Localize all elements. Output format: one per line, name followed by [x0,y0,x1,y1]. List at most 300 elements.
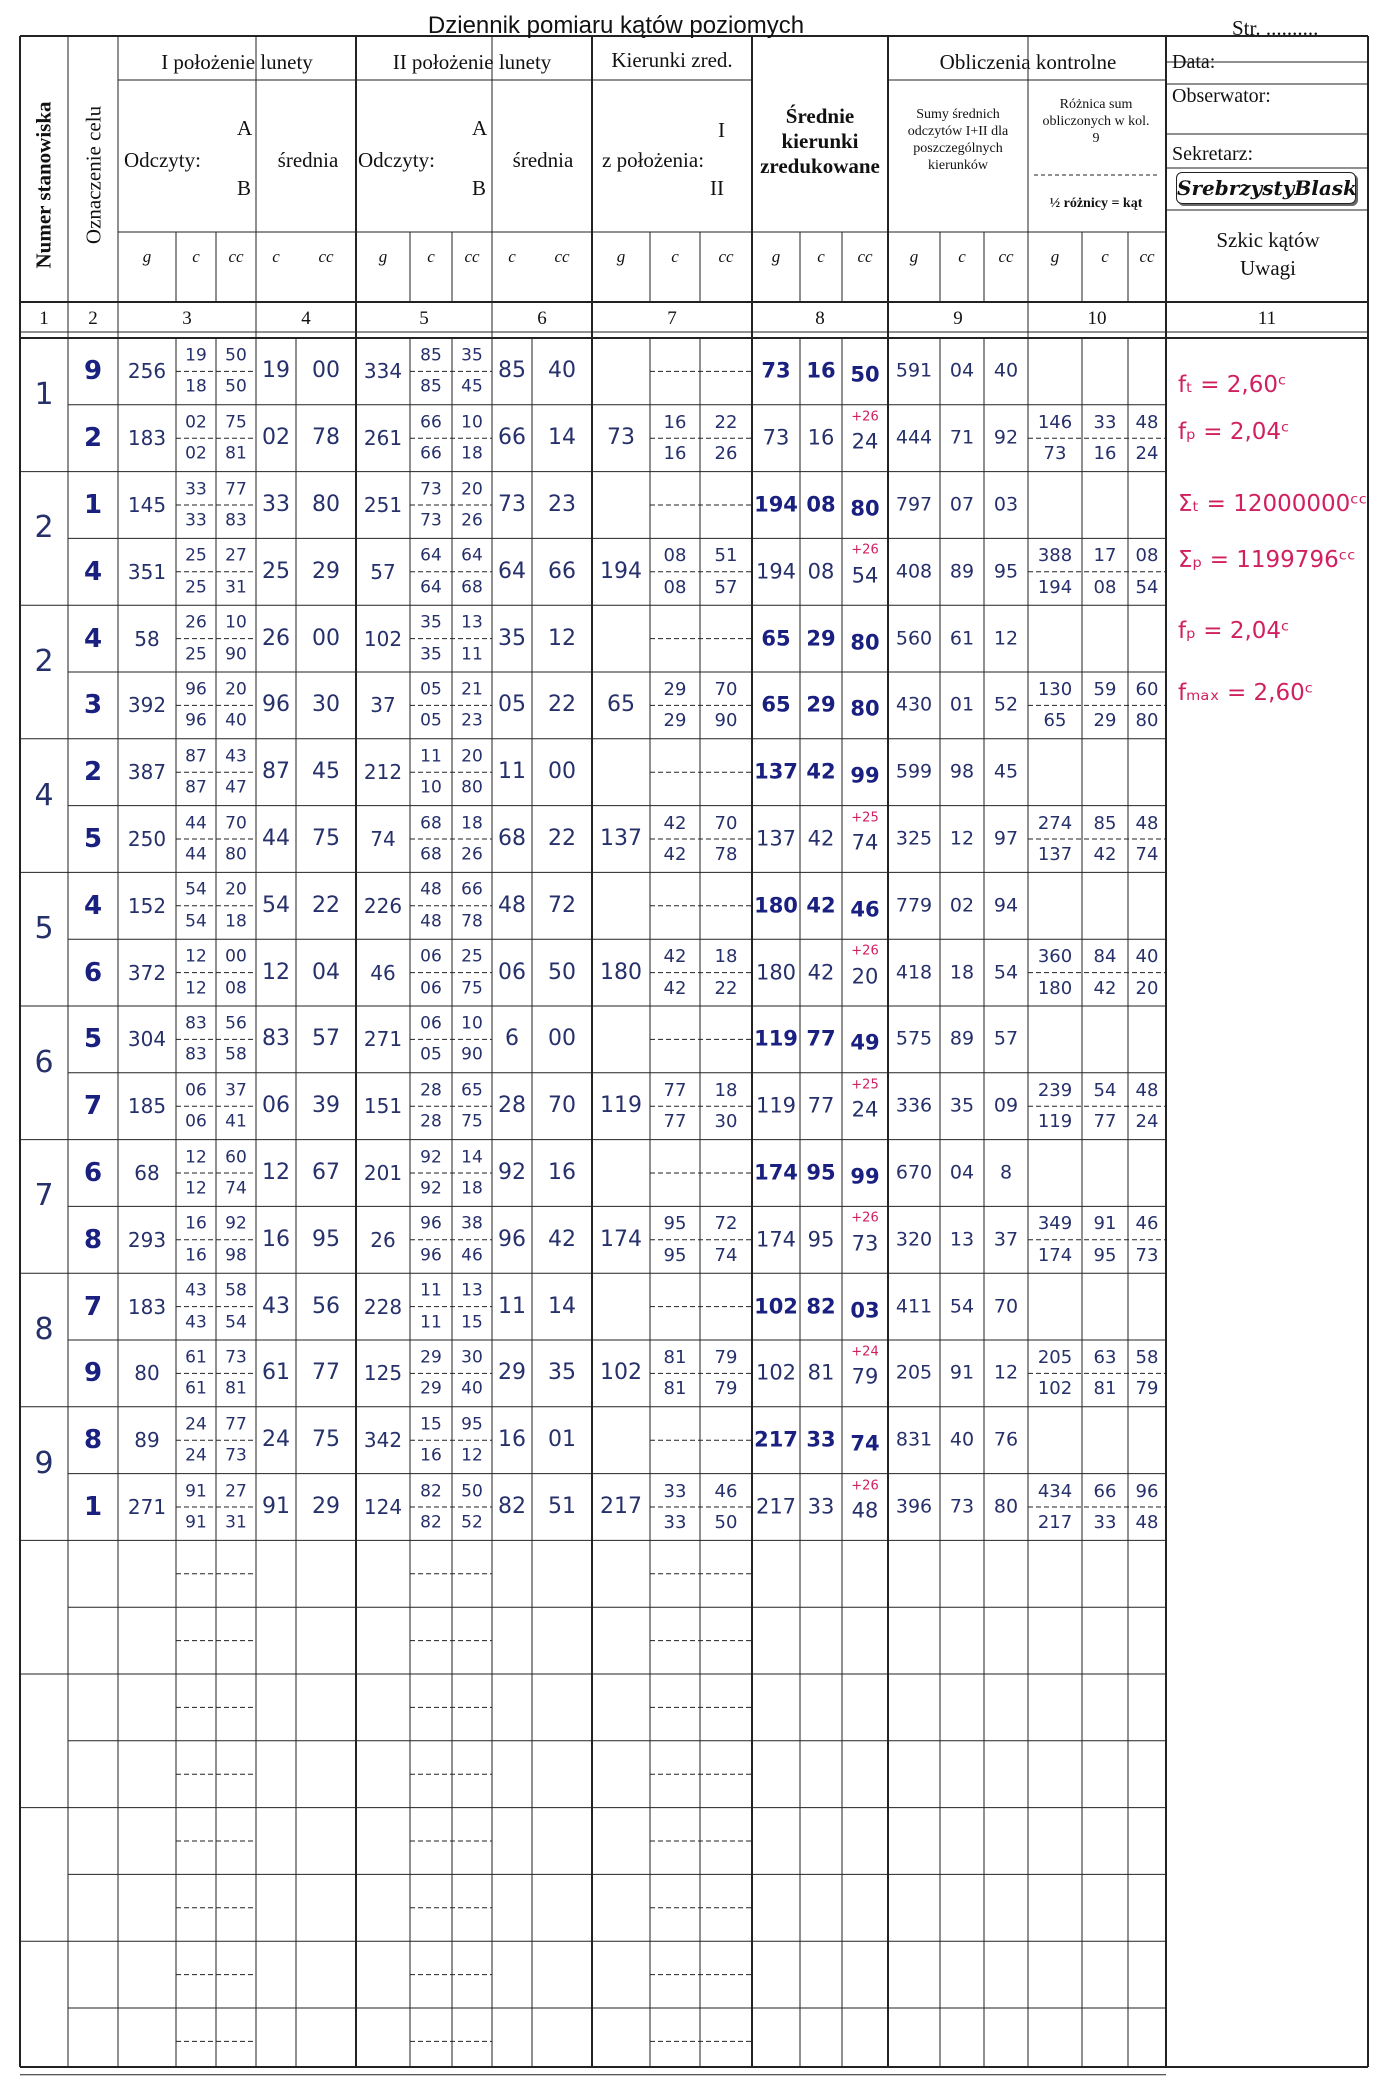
row-18-mean-direction-grad: 217 [755,1494,797,1519]
circle-b-label-1: B [237,176,252,200]
row-18-reading2-b-cc: 52 [461,1512,483,1533]
remark-note-3: Σₜ = 12000000ᶜᶜ [1178,491,1368,517]
row-16-mean1-cc: 77 [312,1360,340,1386]
row-8-mean-direction-grad: 137 [755,826,797,851]
row-1-reading2-b-cc: 45 [461,376,483,397]
row-9-mean-direction-cc: 46 [850,897,880,922]
row-9-reading1-a-c: 54 [185,879,207,900]
row-9-reading1-grad: 152 [127,893,167,918]
row-10-diff-grad: 360 [1037,946,1073,968]
row-11-mean2-c: 6 [505,1026,519,1052]
row-6-diff-cc: 60 [1135,679,1159,701]
row-11-sum-cc: 57 [993,1027,1019,1050]
row-13-reading2-b-cc: 18 [461,1178,483,1199]
row-12-reading1-b-cc: 41 [225,1111,247,1132]
row-4-diff-cc: 08 [1135,545,1159,567]
row-6-mean-direction-grad: 65 [761,692,791,717]
row-2-mean-direction-c: 16 [807,425,835,450]
row-16-reading1-b-cc: 81 [225,1378,247,1399]
row-12-reduced-ii-cc: 30 [714,1111,738,1133]
row-4-angle-c: 08 [1093,576,1117,598]
row-8-reading2-b-c: 68 [420,844,442,865]
row-2-reading2-b-c: 66 [420,443,442,464]
row-2-reading1-a-c: 02 [185,412,207,433]
row-14-mean1-c: 16 [262,1226,290,1252]
row-16-sum-cc: 12 [993,1361,1019,1384]
row-16-diff-grad: 205 [1037,1347,1073,1369]
row-8-diff-cc: 48 [1135,812,1159,834]
row-1-mean-direction-cc: 50 [850,362,880,387]
row-14-reading1-b-cc: 98 [225,1245,247,1266]
row-4-reduced-i-cc: 51 [714,545,738,567]
row-16-sum-grad: 205 [895,1361,933,1384]
row-2-target: 2 [83,423,103,454]
row-2-reading2-a-cc: 10 [461,412,483,433]
row-4-mean1-c: 25 [262,558,290,584]
row-10-reading1-b-cc: 08 [225,978,247,999]
row-10-diff-c: 84 [1093,946,1117,968]
row-6-angle-grad: 65 [1043,710,1067,732]
row-3-reading1-a-cc: 77 [225,479,247,500]
row-8-angle-c: 42 [1093,844,1117,866]
row-6-reading1-b-c: 96 [185,710,207,731]
row-7-mean-direction-grad: 137 [754,759,798,784]
row-10-sum-c: 18 [949,961,975,984]
row-14-mean2-cc: 42 [548,1226,576,1252]
row-14-reading1-a-c: 16 [185,1213,207,1234]
row-3-reading1-b-c: 33 [185,510,207,531]
row-3-mean2-c: 73 [498,492,526,517]
row-13-target: 6 [83,1158,103,1188]
row-10-mean1-c: 12 [262,959,290,985]
unit-label-col4-c: c [272,247,280,266]
readings-label-1: Odczyty: [124,148,201,172]
row-16-mean-direction-grad: 102 [755,1360,797,1385]
recorder-stamp: SrebrzystyBlask [1176,172,1356,204]
column-number-7: 7 [667,308,677,329]
row-18-reading2-a-c: 82 [420,1481,442,1502]
station-number-3: 2 [34,643,54,679]
row-6-reading2-a-cc: 21 [461,679,483,700]
row-6-reading2-b-cc: 23 [461,710,483,731]
mean-label-1: średnia [277,148,339,172]
row-18-reduced-grad: 217 [600,1494,642,1519]
unit-label-col4-cc: cc [318,247,334,266]
row-1-mean-direction-grad: 73 [761,358,791,383]
row-7-mean1-cc: 45 [312,759,340,785]
row-18-mean-direction-c: 33 [807,1494,835,1519]
row-15-mean1-c: 43 [262,1293,290,1319]
unit-label-col10-cc: cc [1139,247,1155,266]
row-4-reduced-i-c: 08 [663,545,687,567]
row-1-mean1-c: 19 [262,358,290,384]
remark-note-6: fₘₐₓ = 2,60ᶜ [1178,680,1314,706]
row-3-reading1-a-c: 33 [185,479,207,500]
row-14-reading2-b-cc: 46 [461,1245,483,1266]
row-10-reduced-i-c: 42 [663,946,687,968]
row-5-reading1-b-c: 25 [185,644,207,665]
sketch-label: Szkic kątów [1216,228,1320,252]
row-3-mean1-c: 33 [262,492,290,517]
row-3-mean-direction-cc: 80 [850,496,880,521]
row-3-reading2-b-cc: 26 [461,510,483,531]
row-16-reduced-ii-cc: 79 [714,1378,738,1400]
row-5-mean1-c: 26 [262,625,290,651]
row-10-mean-direction-c: 42 [807,960,835,985]
row-8-reduced-ii-cc: 78 [714,844,738,866]
row-18-reduced-ii-cc: 50 [714,1512,738,1534]
row-12-angle-cc: 24 [1135,1111,1159,1133]
row-7-reading1-a-cc: 43 [225,746,247,767]
row-11-reading2-a-cc: 10 [461,1013,483,1034]
row-10-correction: +26 [851,943,879,959]
row-6-reduced-ii-c: 29 [663,710,687,732]
row-14-diff-c: 91 [1093,1213,1117,1235]
row-12-angle-grad: 119 [1037,1111,1073,1133]
row-3-mean-direction-grad: 194 [754,492,798,517]
row-3-reading2-a-cc: 20 [461,479,483,500]
row-15-reading1-b-cc: 54 [225,1312,247,1333]
position-two-label: II [710,176,724,200]
row-8-angle-cc: 74 [1135,844,1159,866]
mean-label-2: średnia [512,148,574,172]
row-13-reading1-a-c: 12 [185,1147,207,1168]
row-5-sum-grad: 560 [895,627,933,650]
row-12-mean2-cc: 70 [548,1093,576,1119]
row-10-angle-cc: 20 [1135,977,1159,999]
row-14-reduced-grad: 174 [600,1226,642,1252]
row-18-sum-grad: 396 [895,1495,933,1518]
row-14-sum-c: 13 [949,1228,975,1251]
row-10-mean-direction-grad: 180 [755,960,797,985]
row-3-reading1-grad: 145 [127,493,167,517]
row-17-mean1-cc: 75 [312,1427,340,1453]
header-position-one: I położenie lunety [161,50,313,74]
row-4-correction: +26 [851,542,879,558]
row-13-reading1-b-c: 12 [185,1178,207,1199]
row-17-reading1-a-cc: 77 [225,1414,247,1435]
page-title: Dziennik pomiaru kątów poziomych [427,12,805,39]
row-2-diff-cc: 48 [1135,411,1159,433]
row-2-reading2-grad: 261 [363,426,403,451]
row-9-mean2-cc: 72 [548,892,576,918]
row-4-diff-c: 17 [1093,545,1117,567]
readings-label-2: Odczyty: [358,148,435,172]
row-14-reading1-grad: 293 [127,1227,167,1252]
row-9-reading2-a-c: 48 [420,879,442,900]
row-18-reading1-a-c: 91 [185,1481,207,1502]
row-9-reading1-b-cc: 18 [225,911,247,932]
row-1-target: 9 [83,356,103,387]
row-18-mean-direction-cc: 48 [851,1498,879,1523]
row-6-sum-cc: 52 [993,693,1019,716]
row-1-mean2-cc: 40 [548,358,576,384]
row-4-mean2-cc: 66 [548,558,576,584]
row-15-reading2-b-c: 11 [420,1312,442,1333]
row-4-sum-cc: 95 [993,560,1019,583]
row-13-mean-direction-cc: 99 [850,1164,880,1189]
row-12-reduced-ii-c: 77 [663,1111,687,1133]
row-14-reduced-i-cc: 72 [714,1213,738,1235]
row-18-mean1-cc: 29 [312,1494,340,1519]
row-10-reduced-grad: 180 [600,959,642,985]
row-6-reduced-ii-cc: 90 [714,710,738,732]
row-12-angle-c: 77 [1093,1111,1117,1133]
row-2-mean1-c: 02 [262,425,290,451]
row-9-sum-cc: 94 [993,894,1019,917]
observer-label: Obserwator: [1172,85,1271,107]
unit-label-col7-g: g [616,247,626,266]
station-number-9: 9 [34,1445,54,1481]
row-17-mean1-c: 24 [262,1427,290,1453]
row-6-reading2-a-c: 05 [420,679,442,700]
column-number-6: 6 [537,308,547,329]
row-5-reading2-b-cc: 11 [461,644,483,665]
row-4-angle-cc: 54 [1135,576,1159,598]
row-12-reading2-grad: 151 [363,1094,403,1119]
row-16-reading2-b-c: 29 [420,1378,442,1399]
row-18-correction: +26 [851,1478,879,1494]
row-12-reading2-a-cc: 65 [461,1080,483,1101]
column-number-3: 3 [182,308,192,329]
column-header-station: Numer stanowiska [31,101,56,269]
row-11-target: 5 [83,1024,103,1055]
row-11-reading2-b-cc: 90 [461,1044,483,1065]
row-8-correction: +25 [851,810,879,826]
row-4-reading2-b-cc: 68 [461,577,483,598]
row-15-reading2-a-cc: 13 [461,1280,483,1301]
remark-note-1: fₜ = 2,60ᶜ [1178,372,1287,398]
row-1-sum-c: 04 [949,359,975,382]
row-11-reading1-b-c: 83 [185,1044,207,1065]
row-15-mean2-cc: 14 [548,1293,576,1319]
row-7-sum-c: 98 [949,760,975,783]
row-3-sum-c: 07 [949,493,975,516]
row-4-reduced-ii-cc: 57 [714,576,738,598]
row-9-sum-c: 02 [949,894,975,917]
row-15-reading1-b-c: 43 [185,1312,207,1333]
row-12-reduced-i-c: 77 [663,1079,687,1101]
row-10-target: 6 [83,957,103,988]
header-sums-of-means: Sumy średnich odczytów I+II dla poszczególnych kierunków [907,107,1009,173]
row-4-reduced-ii-c: 08 [663,576,687,598]
row-5-mean-direction-cc: 80 [850,630,880,655]
circle-a-label-2: A [472,116,488,140]
unit-label-col5-g: g [378,247,388,266]
row-9-reading2-grad: 226 [363,893,403,918]
row-2-mean-direction-cc: 24 [851,429,879,454]
row-14-angle-grad: 174 [1037,1244,1073,1266]
row-12-reading2-b-c: 28 [420,1111,442,1132]
row-12-mean-direction-grad: 119 [755,1093,797,1118]
row-8-sum-grad: 325 [895,827,933,850]
row-5-sum-cc: 12 [993,627,1019,650]
row-14-mean-direction-cc: 73 [851,1231,879,1256]
row-10-mean2-c: 06 [498,959,526,985]
row-15-target: 7 [83,1291,103,1322]
circle-a-label-1: A [237,116,253,140]
row-18-mean2-cc: 51 [548,1494,576,1519]
row-16-target: 9 [83,1358,103,1389]
page-number-label: Str. .......... [1232,16,1319,40]
row-15-mean-direction-grad: 102 [754,1294,798,1319]
row-4-reading1-b-cc: 31 [225,577,247,598]
row-8-mean1-c: 44 [262,826,290,851]
row-2-reading1-b-cc: 81 [225,443,247,464]
row-13-reading2-a-cc: 14 [461,1147,483,1168]
row-13-reading1-grad: 68 [134,1161,160,1185]
row-14-angle-cc: 73 [1135,1244,1159,1266]
row-5-reading1-b-cc: 90 [225,644,247,665]
row-8-sum-c: 12 [949,827,975,850]
row-16-reduced-i-c: 81 [663,1347,687,1369]
row-2-reduced-i-cc: 22 [714,411,738,433]
row-12-diff-c: 54 [1093,1079,1117,1101]
row-14-sum-grad: 320 [895,1228,933,1251]
row-10-diff-cc: 40 [1135,946,1159,968]
row-14-reduced-ii-cc: 74 [714,1244,738,1266]
row-4-mean-direction-cc: 54 [851,563,879,588]
row-13-reading2-a-c: 92 [420,1147,442,1168]
row-16-angle-cc: 79 [1135,1378,1159,1400]
column-number-2: 2 [88,308,98,329]
row-14-angle-c: 95 [1093,1244,1117,1266]
row-16-reduced-ii-c: 81 [663,1378,687,1400]
row-7-target: 2 [83,757,103,788]
row-13-sum-c: 04 [949,1161,975,1184]
row-14-reading1-a-cc: 92 [225,1213,247,1234]
row-8-reading1-a-c: 44 [185,813,207,834]
row-17-mean2-c: 16 [498,1427,526,1453]
row-18-sum-c: 73 [949,1495,975,1518]
row-9-mean-direction-c: 42 [806,893,836,918]
row-11-mean-direction-c: 77 [806,1026,836,1051]
row-14-mean-direction-c: 95 [807,1227,835,1252]
row-16-reading1-grad: 80 [134,1361,160,1386]
row-10-reduced-ii-c: 42 [663,977,687,999]
row-16-reading1-a-c: 61 [185,1347,207,1368]
remark-note-4: Σₚ = 1199796ᶜᶜ [1178,547,1356,573]
row-15-reading1-a-c: 43 [185,1280,207,1301]
row-18-diff-c: 66 [1093,1480,1117,1502]
row-16-correction: +24 [851,1344,879,1360]
row-8-reading1-b-cc: 80 [225,844,247,865]
row-1-mean2-c: 85 [498,358,526,384]
row-2-sum-cc: 92 [993,426,1019,449]
unit-label-col6-cc: cc [554,247,570,266]
remark-note-2: fₚ = 2,04ᶜ [1178,419,1290,445]
row-8-reading2-b-cc: 26 [461,844,483,865]
unit-label-col8-g: g [771,247,781,266]
row-2-reduced-ii-c: 16 [663,443,687,465]
row-1-reading2-a-c: 85 [420,345,442,366]
row-4-reading2-grad: 57 [370,559,396,584]
row-6-mean1-cc: 30 [312,692,340,718]
row-13-reading2-grad: 201 [363,1161,403,1185]
row-6-reduced-grad: 65 [607,692,635,718]
row-6-reading1-grad: 392 [127,693,167,718]
position-one-label: I [718,118,725,142]
row-17-reading2-a-cc: 95 [461,1414,483,1435]
row-2-diff-grad: 146 [1037,411,1073,433]
row-9-reading2-b-cc: 78 [461,911,483,932]
row-4-reading1-a-cc: 27 [225,545,247,566]
row-14-reading2-b-c: 96 [420,1245,442,1266]
row-8-mean-direction-cc: 74 [851,830,879,855]
recorder-label: Sekretarz: [1172,143,1254,165]
row-8-diff-c: 85 [1093,812,1117,834]
row-11-mean1-c: 83 [262,1026,290,1052]
row-5-target: 4 [83,623,103,654]
row-4-reading2-a-cc: 64 [461,545,483,566]
row-17-mean-direction-c: 33 [806,1427,836,1452]
row-3-mean1-cc: 80 [312,492,340,517]
row-2-reading1-a-cc: 75 [225,412,247,433]
row-10-reading1-b-c: 12 [185,978,207,999]
row-2-reading2-a-c: 66 [420,412,442,433]
row-6-mean2-cc: 22 [548,692,576,718]
row-11-reading1-grad: 304 [127,1027,167,1052]
row-4-mean1-cc: 29 [312,558,340,584]
column-header-target: Oznaczenie celu [81,105,106,245]
row-4-mean-direction-c: 08 [807,559,835,584]
row-2-reduced-grad: 73 [607,425,635,451]
row-16-sum-c: 91 [949,1361,975,1384]
row-1-reading1-b-c: 18 [185,376,207,397]
unit-label-col3-g: g [142,247,152,266]
row-1-reading1-b-cc: 50 [225,376,247,397]
row-2-sum-c: 71 [949,426,975,449]
row-18-reading1-grad: 271 [127,1495,167,1519]
row-16-mean-direction-cc: 79 [851,1364,879,1389]
row-8-reduced-i-c: 42 [663,812,687,834]
row-15-mean-direction-cc: 03 [850,1298,880,1323]
row-18-reading1-b-c: 91 [185,1512,207,1533]
row-4-reading2-a-c: 64 [420,545,442,566]
row-10-mean-direction-cc: 20 [851,964,879,989]
row-6-target: 3 [83,690,103,721]
row-10-reading2-b-cc: 75 [461,978,483,999]
row-9-sum-grad: 779 [895,894,933,917]
row-10-reading1-grad: 372 [127,960,167,985]
unit-label-col7-c: c [671,247,679,266]
row-13-reading1-b-cc: 74 [225,1178,247,1199]
row-18-reading2-grad: 124 [363,1495,403,1519]
row-14-mean2-c: 96 [498,1226,526,1252]
row-7-reading2-a-c: 11 [420,746,442,767]
row-11-reading2-b-c: 05 [420,1044,442,1065]
row-1-reading2-grad: 334 [363,359,403,384]
row-8-diff-grad: 274 [1037,812,1073,834]
row-16-reading2-a-cc: 30 [461,1347,483,1368]
column-number-4: 4 [301,308,311,329]
row-7-mean2-c: 11 [498,759,526,785]
row-13-sum-grad: 670 [895,1161,933,1184]
row-2-reduced-ii-cc: 26 [714,443,738,465]
row-15-mean1-cc: 56 [312,1293,340,1319]
row-12-reading1-a-c: 06 [185,1080,207,1101]
row-2-angle-cc: 24 [1135,443,1159,465]
row-13-sum-cc: 8 [999,1161,1013,1184]
row-16-reading1-a-cc: 73 [225,1347,247,1368]
row-9-mean-direction-grad: 180 [754,893,798,918]
row-6-diff-c: 59 [1093,679,1117,701]
row-10-mean2-cc: 50 [548,959,576,985]
row-14-diff-grad: 349 [1037,1213,1073,1235]
row-6-mean-direction-cc: 80 [850,696,880,721]
row-14-reading2-a-c: 96 [420,1213,442,1234]
row-13-mean2-cc: 16 [548,1160,576,1185]
